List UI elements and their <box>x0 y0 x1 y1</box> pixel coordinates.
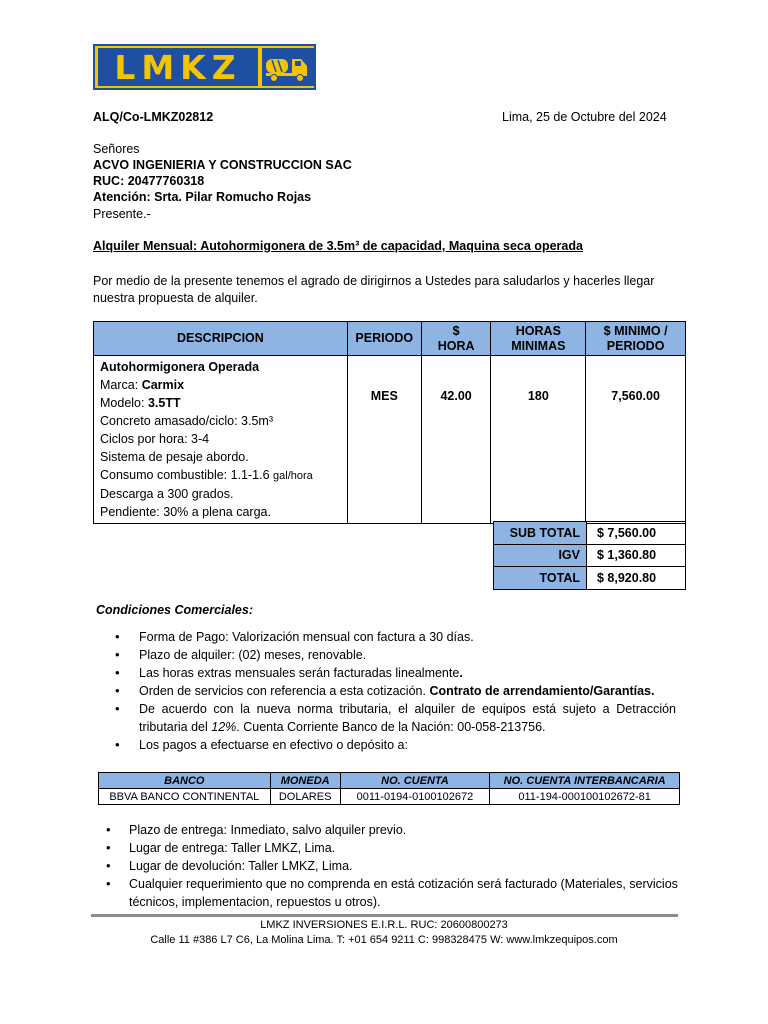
footer-company: LMKZ INVERSIONES E.I.R.L. RUC: 20600800273 <box>260 919 508 931</box>
cell-interbancaria: 011-194-000100102672-81 <box>490 789 680 805</box>
subtotal-value: $ 7,560.00 <box>587 522 686 545</box>
total-label: TOTAL <box>494 567 587 590</box>
item-modelo: Modelo: 3.5TT <box>100 396 181 410</box>
list-item: • Plazo de entrega: Inmediato, salvo alquiler previo. <box>93 821 683 839</box>
header-minimo-periodo: $ MINIMO / PERIODO <box>586 322 686 356</box>
cell-periodo: MES <box>347 356 421 524</box>
conditions-title: Condiciones Comerciales: <box>96 603 253 617</box>
document-date: Lima, 25 de Octubre del 2024 <box>502 110 667 124</box>
header-banco: BANCO <box>99 773 271 789</box>
igv-value: $ 1,360.80 <box>587 544 686 567</box>
logo-text: LMKZ <box>98 48 258 86</box>
list-item: • Los pagos a efectuarse en efectivo o depósito a: <box>93 736 676 754</box>
table-row <box>99 789 680 805</box>
subtotal-label: SUB TOTAL <box>494 522 587 545</box>
subtotal-row <box>494 522 686 545</box>
list-item: • Las horas extras mensuales serán facturadas linealmente. <box>93 664 676 682</box>
list-item: • Cualquier requerimiento que no comprenda en está cotización será facturado (Materiales, servicios técnicos, implementacion, repuestos u otros). <box>93 875 683 911</box>
subject-line: Alquiler Mensual: Autohormigonera de 3.5m³ de capacidad, Maquina seca operada <box>93 239 583 253</box>
item-description <box>94 356 348 524</box>
footer-contact: Calle 11 #386 L7 C6, La Molina Lima. T: +01 654 9211 C: 998328475 W: www.lmkzequipos.com <box>150 934 618 946</box>
reference-number: ALQ/Co-LMKZ02812 <box>93 110 214 124</box>
cell-banco: BBVA BANCO CONTINENTAL <box>99 789 271 805</box>
recipient-attention: Atención: Srta. Pilar Romucho Rojas <box>93 190 312 204</box>
bank-table <box>98 772 680 805</box>
list-item: • Lugar de entrega: Taller LMKZ, Lima. <box>93 839 683 857</box>
recipient-ruc: RUC: 20477760318 <box>93 174 205 188</box>
item-line: Ciclos por hora: 3-4 <box>100 432 210 446</box>
delivery-list <box>93 821 683 911</box>
list-item: • Orden de servicios con referencia a esta cotización. Contrato de arrendamiento/Garantías. <box>93 682 676 700</box>
header-hora: $ HORA <box>421 322 491 356</box>
presente: Presente.- <box>93 207 151 221</box>
cell-horas-minimas: 180 <box>491 356 586 524</box>
header-moneda: MONEDA <box>270 773 340 789</box>
salutation: Señores <box>93 142 140 156</box>
table-row <box>94 356 686 524</box>
list-item: • Forma de Pago: Valorización mensual con factura a 30 días. <box>93 628 676 646</box>
header-descripcion: DESCRIPCION <box>94 322 348 356</box>
header-periodo: PERIODO <box>347 322 421 356</box>
bank-header-row <box>99 773 680 789</box>
total-row <box>494 567 686 590</box>
item-line: Sistema de pesaje abordo. <box>100 450 249 464</box>
item-line: Pendiente: 30% a plena carga. <box>100 505 271 519</box>
header-interbancaria: NO. CUENTA INTERBANCARIA <box>490 773 680 789</box>
quotation-table <box>93 321 686 524</box>
cell-moneda: DOLARES <box>270 789 340 805</box>
company-logo <box>93 44 316 90</box>
recipient-company: ACVO INGENIERIA Y CONSTRUCCION SAC <box>93 158 352 172</box>
table-header-row <box>94 322 686 356</box>
item-line: Consumo combustible: 1.1-1.6 gal/hora <box>100 468 313 482</box>
item-line: Descarga a 300 grados. <box>100 487 234 501</box>
intro-paragraph: Por medio de la presente tenemos el agrado de dirigirnos a Ustedes para saludarlos y hacerles llegar nuestra propuesta de alquiler. <box>93 274 655 305</box>
cell-minimo: 7,560.00 <box>586 356 686 524</box>
igv-label: IGV <box>494 544 587 567</box>
total-value: $ 8,920.80 <box>587 567 686 590</box>
cement-mixer-truck-icon <box>262 48 314 86</box>
list-item: • De acuerdo con la nueva norma tributaria, el alquiler de equipos está sujeto a Detracción tributaria del 12%. Cuenta Corriente Banco de la Nación: 00-058-213756. <box>93 700 676 736</box>
totals-table <box>493 521 686 590</box>
item-line: Concreto amasado/ciclo: 3.5m³ <box>100 414 273 428</box>
conditions-list <box>93 628 676 754</box>
list-item: • Lugar de devolución: Taller LMKZ, Lima. <box>93 857 683 875</box>
cell-cuenta: 0011-0194-0100102672 <box>340 789 490 805</box>
footer-divider <box>91 914 678 917</box>
list-item: • Plazo de alquiler: (02) meses, renovable. <box>93 646 676 664</box>
header-horas-minimas: HORAS MINIMAS <box>491 322 586 356</box>
cell-hora: 42.00 <box>421 356 491 524</box>
header-cuenta: NO. CUENTA <box>340 773 490 789</box>
item-title: Autohormigonera Operada <box>100 360 260 374</box>
igv-row <box>494 544 686 567</box>
item-marca: Marca: Carmix <box>100 378 185 392</box>
